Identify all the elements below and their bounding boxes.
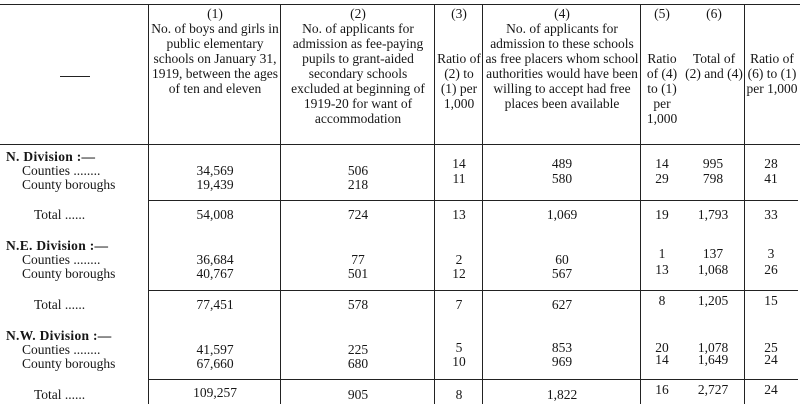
header-rule: [0, 144, 800, 145]
total-rule-ne: [148, 290, 798, 291]
header-text: Ratio of (4) to (1) per 1,000: [646, 51, 678, 126]
total-cell: 1,069: [546, 207, 578, 222]
table-cell: 36,684: [196, 252, 234, 267]
table-cell: 506: [347, 163, 369, 178]
table-cell: 40,767: [196, 266, 234, 281]
header-text: No. of boys and girls in public elementary schools on January 31, 1919, between the ages of ten and eleven: [151, 21, 279, 96]
table-cell: 28: [764, 156, 778, 171]
total-label: Total ......: [34, 297, 86, 312]
table-cell: 489: [551, 156, 573, 171]
column-rule: [280, 4, 281, 404]
total-cell: 8: [455, 387, 463, 402]
table-cell: 77: [351, 252, 365, 267]
column-rule: [148, 4, 149, 404]
total-cell: 19: [655, 207, 669, 222]
header-col-7: [746, 6, 798, 96]
table-cell: 1,078: [697, 340, 729, 355]
table-cell: 3: [767, 246, 775, 261]
table-cell: 501: [347, 266, 369, 281]
header-col-3: [436, 6, 482, 111]
header-text: No. of applicants for admission as fee-paying pupils to grant-aided secondary schools excluded at beginning of 1919-20 for want of accommodation: [291, 21, 425, 126]
table-cell: 41,597: [196, 342, 234, 357]
total-cell: 578: [347, 297, 369, 312]
table-cell: 60: [555, 252, 569, 267]
header-num: (1): [207, 6, 223, 21]
table-cell: 567: [551, 266, 573, 281]
table-cell: 218: [347, 177, 369, 192]
header-text: No. of applicants for admission to these schools as free placers whom school authorities would have been willing to accept had free places been available: [485, 21, 639, 111]
table-cell: 26: [764, 262, 778, 277]
top-rule: [0, 4, 800, 5]
table-cell: 34,569: [196, 163, 234, 178]
table-cell: 1,068: [697, 262, 729, 277]
table-cell: 5: [455, 340, 463, 355]
total-cell: 8: [658, 293, 666, 308]
total-cell: 1,822: [546, 387, 578, 402]
row-label: Counties ........: [22, 342, 101, 357]
table-cell: 14: [452, 156, 466, 171]
header-num: (3): [451, 6, 467, 21]
total-cell: 15: [764, 293, 778, 308]
header-num: (6): [706, 6, 722, 21]
total-cell: 627: [551, 297, 573, 312]
row-label: County boroughs: [22, 356, 116, 371]
table-cell: 10: [452, 354, 466, 369]
table-cell: 969: [551, 354, 573, 369]
table-cell: 995: [702, 156, 724, 171]
header-num: (5): [654, 6, 670, 21]
table-cell: 137: [702, 246, 724, 261]
table-cell: 580: [551, 171, 573, 186]
total-cell: 7: [455, 297, 463, 312]
column-rule: [434, 4, 435, 404]
header-col-6: [684, 6, 744, 81]
total-label: Total ......: [34, 207, 86, 222]
table-cell: 20: [655, 340, 669, 355]
header-num: (4): [554, 6, 570, 21]
header-col-1: [150, 6, 280, 96]
table-cell: 12: [452, 266, 466, 281]
table-cell: 14: [655, 156, 669, 171]
total-cell: 77,451: [196, 297, 234, 312]
header-num: (2): [350, 6, 366, 21]
row-label: Counties ........: [22, 252, 101, 267]
table-cell: 67,660: [196, 356, 234, 371]
table-cell: 11: [452, 171, 466, 186]
table-cell: 25: [764, 340, 778, 355]
table-cell: 2: [455, 252, 463, 267]
table-cell: 13: [655, 262, 669, 277]
header-col-5: [642, 6, 682, 126]
stub-dash: [60, 76, 90, 77]
total-cell: 33: [764, 207, 778, 222]
division-title: N.W. Division :—: [6, 328, 112, 343]
table-cell: 29: [655, 171, 669, 186]
header-text: Total of (2) and (4): [685, 51, 743, 81]
total-cell: 724: [347, 207, 369, 222]
total-rule-n: [148, 200, 798, 201]
header-col-2: [283, 6, 433, 126]
total-cell: 1,793: [697, 207, 729, 222]
table-cell: 798: [702, 171, 724, 186]
total-cell: 16: [655, 382, 669, 397]
total-label: Total ......: [34, 387, 86, 402]
table-cell: 1: [658, 246, 666, 261]
table-cell: 1,649: [697, 352, 729, 367]
total-rule-nw: [148, 379, 798, 380]
column-rule: [482, 4, 483, 404]
row-label: County boroughs: [22, 266, 116, 281]
table-cell: 853: [551, 340, 573, 355]
total-cell: 13: [452, 207, 466, 222]
total-cell: 109,257: [193, 385, 237, 400]
row-label: Counties ........: [22, 163, 101, 178]
total-cell: 24: [764, 382, 778, 397]
total-cell: 1,205: [697, 293, 729, 308]
table-cell: 24: [764, 352, 778, 367]
table-cell: 41: [764, 171, 778, 186]
total-cell: 905: [347, 387, 369, 402]
total-cell: 2,727: [697, 382, 729, 397]
row-label: County boroughs: [22, 177, 116, 192]
table-cell: 19,439: [196, 177, 234, 192]
header-text: Ratio of (2) to (1) per 1,000: [437, 51, 481, 111]
division-title: N.E. Division :—: [6, 238, 109, 253]
header-text: Ratio of (6) to (1) per 1,000: [746, 51, 798, 96]
header-col-4: [485, 6, 639, 111]
table-cell: 225: [347, 342, 369, 357]
total-cell: 54,008: [196, 207, 234, 222]
table-cell: 680: [347, 356, 369, 371]
division-title: N. Division :—: [6, 149, 96, 164]
table-cell: 14: [655, 352, 669, 367]
